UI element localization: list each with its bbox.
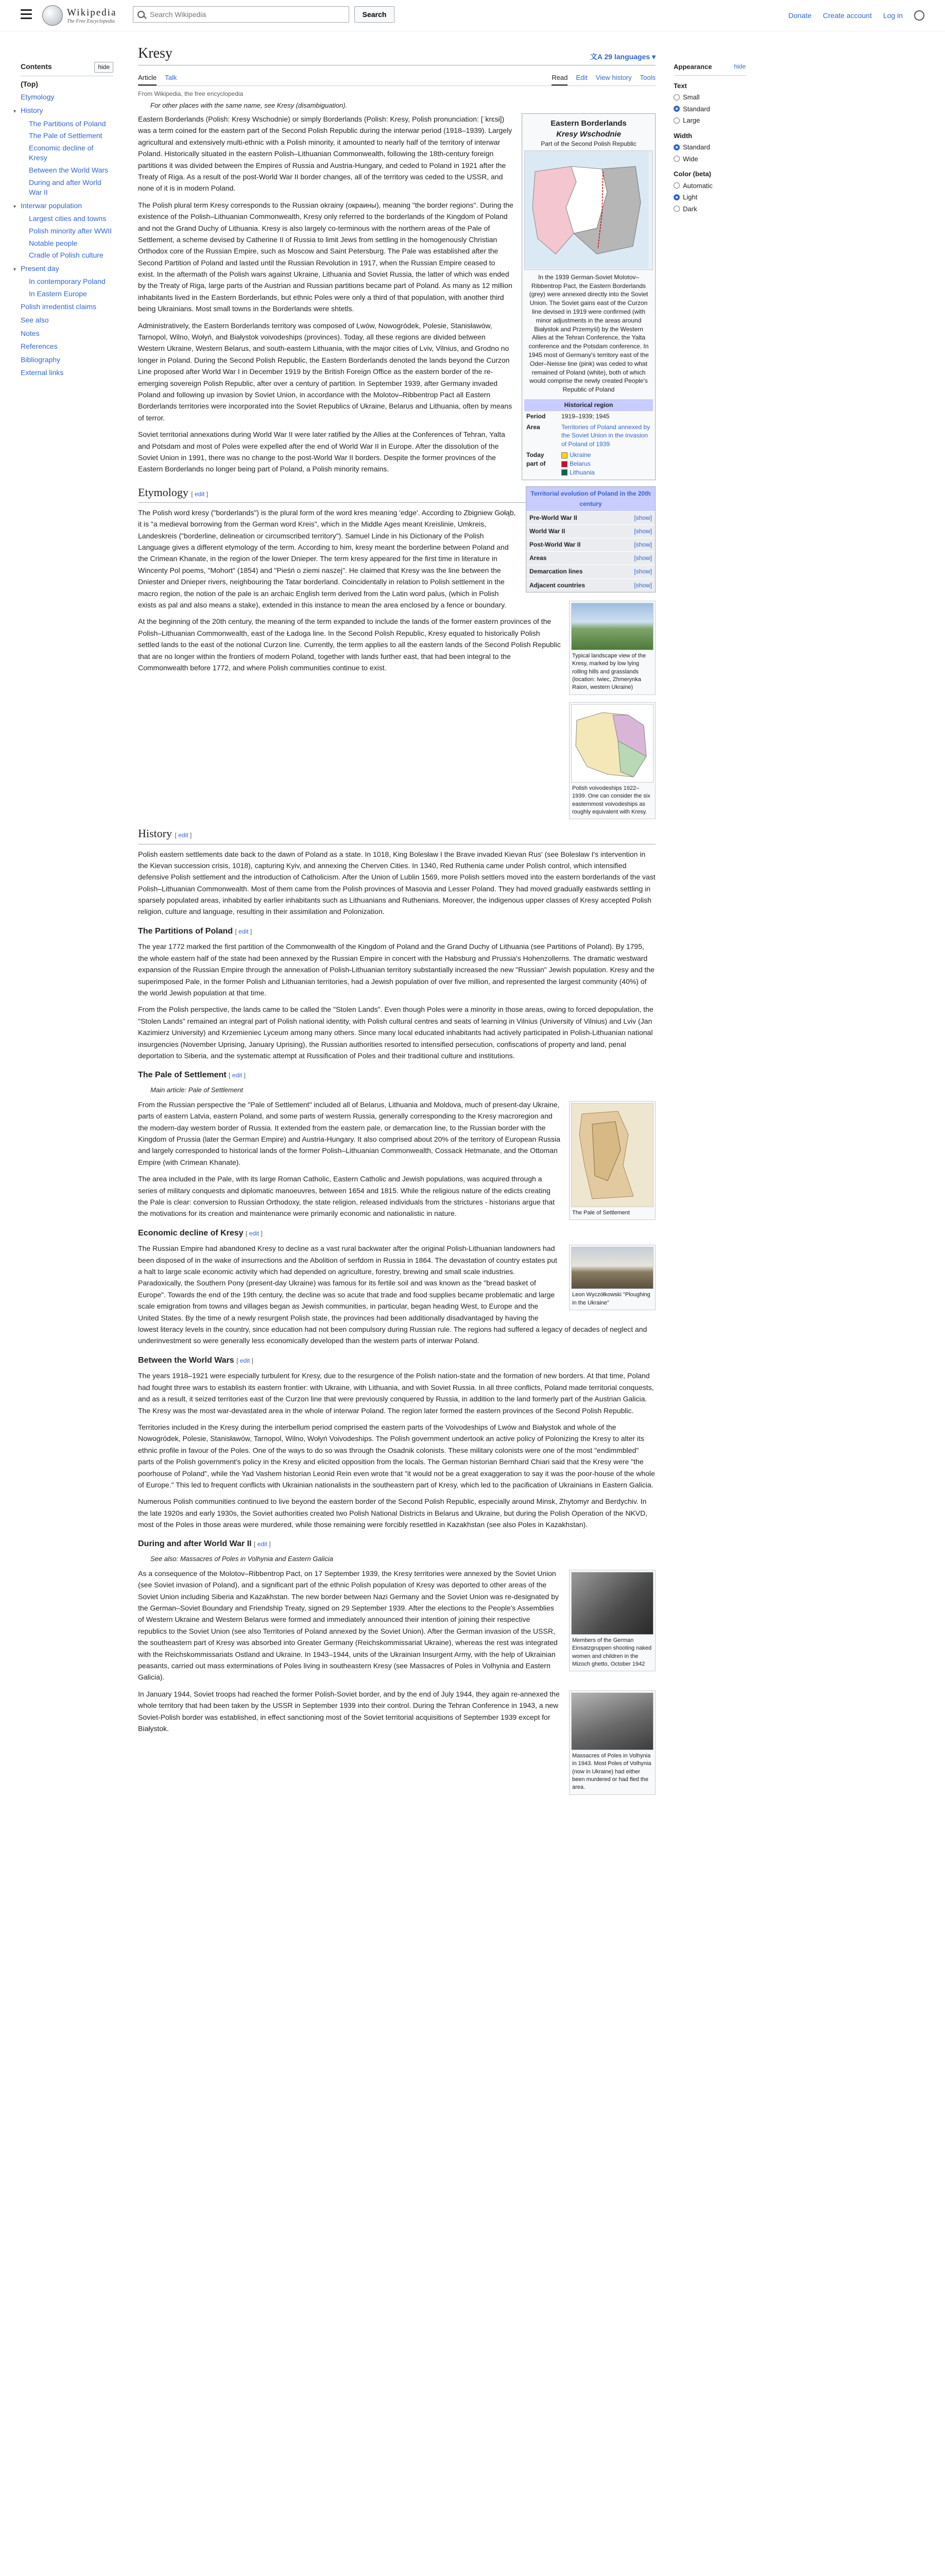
hatnote: For other places with the same name, see Kresy (disambiguation).: [150, 101, 348, 109]
toc-item-label: Present day: [21, 264, 59, 273]
search-box: [133, 6, 349, 23]
toc-item[interactable]: [13, 106, 113, 116]
toc-item[interactable]: [21, 342, 113, 352]
toc-item[interactable]: [21, 315, 113, 326]
navbox-show-toggle[interactable]: [show]: [634, 527, 652, 535]
edit-section-link[interactable]: edit: [238, 927, 249, 935]
edit-section-link[interactable]: edit: [194, 490, 205, 498]
main-menu-icon[interactable]: [21, 9, 32, 20]
toc-subitem[interactable]: In Eastern Europe: [29, 289, 87, 298]
text-size-option[interactable]: [674, 92, 746, 103]
text-size-option[interactable]: [674, 115, 746, 126]
einsatzgruppen-photo: [571, 1572, 654, 1635]
navbox-title[interactable]: Territorial evolution of Poland in the 20th century: [526, 487, 655, 511]
color-option[interactable]: [674, 192, 746, 202]
flag-icon: [561, 469, 568, 476]
site-header: [0, 0, 945, 31]
intro-paragraph-1: Eastern Borderlands (Polish: Kresy Wschodnie) or simply Borderlands (Polish: Kresy, Polish pronunciation: [ˈkrɛsɨ]) was a term coined for the eastern part of the Second Polish Republic during the interwar period (1918–1939). Largely agricultural and extensively multi-ethnic with a Polish minority, it amounted to nearly half of the territory of interwar Poland. Historically situated in the eastern Polish–Lithuanian Commonwealth, following the 18th-century foreign partitions it was divided between the Empires of Russia and Austria-Hungary, and ceded to Poland in 1921 after the Treaty of Riga. As a result of the post-World War II border changes, all of the territory was ceded to the USSR, and none of it is in modern Poland.: [138, 115, 512, 193]
area-label: Area: [526, 423, 540, 431]
pale-main-article[interactable]: Main article: Pale of Settlement: [150, 1086, 243, 1094]
navbox-show-toggle[interactable]: [show]: [634, 514, 652, 521]
partitions-paragraph-2: From the Polish perspective, the lands came to be called the "Stolen Lands". Even though Poles were a minority in those areas, owing to forced depopulation, the "Stolen Lands" remained an integral part of Polish national identity, with Polish cultural centres and seats of learning in Vilnius (University of Vilnius) and Lviv (Jan Kazimierz University) and Krzemieniec Lyceum among many others. Since many local educated inhabitants had actively participated in Polish-Lithuanian national insurgencies (November Uprising, January Uprising), the Russian authorities resorted to intensified persecution, confiscations of property and land, penal deportation to Siberia, and the systematic attempt at Russification of Poles and their traditional culture and institutions.: [138, 1005, 654, 1060]
navbox-row-label: World War II: [529, 527, 565, 535]
color-label: Color (beta): [674, 170, 711, 178]
navbox-row-label: Areas: [529, 554, 547, 562]
infobox-section-title: Historical region: [524, 399, 653, 411]
today-country[interactable]: [561, 451, 651, 460]
navbox-row[interactable]: [526, 524, 655, 538]
voivodeships-caption: Polish voivodeships 1922–1939. One can consider the six easternmost voivodeships as roughly equivalent with Kresy.: [572, 785, 650, 815]
navbox-show-toggle[interactable]: [show]: [634, 541, 652, 549]
search-button[interactable]: Search: [354, 6, 394, 23]
edit-section-link[interactable]: edit: [249, 1229, 259, 1237]
pale-map-image: [571, 1103, 654, 1207]
territorial-evolution-navbox: [526, 486, 656, 592]
table-of-contents: [13, 62, 113, 381]
toc-item-label: (Top): [21, 79, 38, 88]
toc-item[interactable]: [21, 368, 113, 378]
between-wars-heading: Between the World Wars [ edit ]: [138, 1355, 253, 1365]
navbox-show-toggle[interactable]: [show]: [634, 554, 652, 562]
toc-subitem[interactable]: Largest cities and towns: [29, 214, 107, 223]
toc-item-label: See also: [21, 316, 49, 325]
navbox-show-toggle[interactable]: [show]: [634, 568, 652, 575]
intro-paragraph-2: The Polish plural term Kresy corresponds to the Russian okrainy (окраины), meaning "the border regions". During the existence of the Polish–Lithuanian Commonwealth, Kresy only referred to the borderlands of the Kingdom of Poland and not the Grand Duchy of Lithuania. Kresy is also largely co-terminous with the northern areas of the Pale of Settlement, a scheme devised by Catherine II of Russia to limit Jews from settling in the homogenously Christian Orthodox core of the Russian Empire, such as Moscow and Saint Petersburg. The Pale was established after the Second Partition of Poland and lasted until the Russian Revolution in 1917, when the Russian Empire ceased to exist. In the aftermath of the Polish wars against Ukraine, Lithuania and Soviet Russia, the latter of which was ended by the Treaty of Riga, large parts of the Austrian and Russian partitions became part of Poland. As many as 12 million inhabitants lived in the Eastern Borderlands, but ethnic Poles were only a third of that population, with another third being Ukrainians. Most small towns in the Borderlands were shtetls.: [138, 200, 513, 313]
massacre-thumbnail[interactable]: [569, 1690, 656, 1795]
between-paragraph-2: Territories included in the Kresy during the interbellum period comprised the eastern parts of the Voivodeships of Lwów and Białystok and whole of the Nowogródek, Polesie, Stanisławów, Tarnopol, Wilno, Wołyń Voivodeships. The Polish government undertook an active policy of Polonizing the Kresy to alter its ethnic profile in favour of the Poles. One of the ways to do so was through the Osadnik colonists. These military colonists were one of the most "endimmbled" parts of the Polish government's policy in the Kresy and elicited opposition from the locals. The German historian Bernhard Chiari said that the Kresy were "the poorhouse of Poland", while the Yad Vashem historian Leonid Rein even wrote that "it would not be a great exaggeration to say it was the poor-house of the whole of Europe." This led to frequent conflicts with Ukrainian nationalists in the southeastern part of Kresy, which led to the pacification of Ukrainians in Eastern Galicia.: [138, 1422, 655, 1489]
width-radio[interactable]: [674, 156, 680, 162]
toc-item[interactable]: [21, 92, 113, 103]
width-label: Width: [674, 131, 692, 140]
landscape-caption: Typical landscape view of the Kresy, marked by low lying rolling hills and grasslands (location: Iwiec, Zhmerynka Raion, western Ukraine): [572, 652, 646, 691]
infobox-map-caption: In the 1939 German-Soviet Molotov–Ribbentrop Pact, the Eastern Borderlands (grey) were annexed directly into the Soviet Union. The Soviet gains east of the Curzon line devised in 1919 were confirmed (with minor adjustments in the areas around Białystok and Przemyśl) by the Western Allies at the Tehran Conference, the Yalta conference and the Potsdam conference. In 1945 most of Germany's territory east of the Oder–Neisse line (pink) was ceded to what remained of Poland (white), both of which would comprise the newly created People's Republic of Poland: [528, 273, 649, 394]
massacre-caption: Massacres of Poles in Volhynia in 1943. Most Poles of Volhynia (now in Ukraine) had either been murdered or had fled the area.: [572, 1752, 651, 1791]
toc-subitem[interactable]: Between the World Wars: [29, 165, 109, 174]
flag-icon: [561, 452, 568, 459]
toc-subitem[interactable]: The Pale of Settlement: [29, 131, 102, 140]
infobox: [522, 113, 656, 480]
area-value[interactable]: Territories of Poland annexed by the Soviet Union in the invasion of Poland of 1939: [561, 423, 650, 448]
ww2-paragraph-2: In January 1944, Soviet troops had reached the former Polish-Soviet border, and by the end of July 1944, they again re-annexed the whole territory that had been taken by the USSR in September 1939 into their control. During the Tehran Conference in 1943, a new Soviet-Polish border was established, in effect sanctioning most of the Soviet territorial acquisitions of September 1939 except for Białystok.: [138, 1689, 560, 1733]
toc-item[interactable]: [21, 355, 113, 365]
search-icon: [138, 11, 145, 18]
color-option-label: Automatic: [683, 181, 713, 190]
etymology-heading: Etymology [ edit ]: [138, 483, 656, 503]
toc-item-label: References: [21, 342, 58, 351]
navbox-row-label: Demarcation lines: [529, 568, 583, 575]
page-title: Kresy: [138, 45, 173, 61]
site-subtitle: From Wikipedia, the free encyclopedia: [138, 90, 244, 97]
language-button[interactable]: 文A 29 languages ▾: [590, 53, 656, 61]
period-value: 1919–1939; 1945: [561, 412, 610, 420]
partitions-paragraph-1: The year 1772 marked the first partition of the Commonwealth of the Kingdom of Poland and the Grand Duchy of Lithuania (see Partitions of Poland). By 1795, the whole eastern half of the state had been annexed by the Russian Empire in concert with the Habsburg and Prussia's Hohenzollerns. The dramatic westward expansion of the Russian Empire through the annexation of Polish-Lithuanian territory substantially increased the new "Russian" Jewish population. Kresy and the superimposed Pale, in the former Polish and Lithuanian territories, had a Jewish population of over five million, and represented the largest community (40%) of the world Jewish population at that time.: [138, 942, 655, 997]
color-option[interactable]: [674, 181, 746, 191]
navbox-row-label: Post-World War II: [529, 541, 581, 549]
article-body: [138, 113, 656, 1791]
wordmark-title: Wikipedia: [67, 7, 117, 18]
history-heading: History [ edit ]: [138, 824, 656, 844]
user-links: [788, 10, 924, 21]
navbox-row[interactable]: [526, 551, 655, 565]
tab-edit[interactable]: Edit: [576, 74, 588, 81]
toc-subitem[interactable]: Cradle of Polish culture: [29, 251, 104, 260]
pale-heading: The Pale of Settlement [ edit ]: [138, 1071, 246, 1080]
toc-item-label: Polish irredentist claims: [21, 302, 97, 311]
edit-section-link[interactable]: edit: [239, 1357, 250, 1364]
landscape-thumbnail[interactable]: [569, 601, 656, 695]
toc-subitem[interactable]: During and after World War II: [29, 178, 101, 197]
economic-paragraph: The Russian Empire had abandoned Kresy to decline as a vast rural backwater after the original Polish-Lithuanian landowners had been disposed of in the wake of insurrections and the Abolition of serfdom in Russia in 1864. The devastation of country estates put a halt to large scale economic activity which had depended on agriculture, forestry, brewing and small scale industries. Paradoxically, the Southern Pony (present-day Ukraine) was famous for its fertile soil and was known as the "bread basket of Europe". Towards the end of the 19th century, the decline was so acute that trade and food supplies became problematic and large scale emigration from towns and villages began as Jewish communities, in particular, began heading West, to Europe and the United States. By the time of a newly resurgent Polish state, the provinces had been additionally disadvantaged by having the lowest literacy levels in the country, since education had not been compulsory during Russian rule. The regions had suffered a legacy of decades of neglect and underinvestment so were generally less economically developed than the western parts of interwar Poland.: [138, 1244, 647, 1345]
landscape-image: [571, 603, 654, 650]
chevron-down-icon[interactable]: ▾: [13, 266, 16, 273]
tab-talk[interactable]: Talk: [165, 74, 177, 81]
text-size-option-label: Small: [683, 93, 700, 101]
toc-item[interactable]: [21, 302, 113, 312]
create-account-link[interactable]: Create account: [822, 11, 872, 20]
tab-read[interactable]: Read: [552, 71, 568, 86]
page-tabs: [138, 71, 656, 86]
ww2-paragraph-1: As a consequence of the Molotov–Ribbentrop Pact, on 17 September 1939, the Kresy territories were annexed by the Soviet Union (see Soviet invasion of Poland), and a significant part of the ethnic Polish population of Kresy was deported to other areas of the Soviet Union including Siberia and Kazakhstan. The new border between Nazi Germany and the Soviet Union was re-designated by the German–Soviet Boundary and Friendship Treaty, signed on 29 September 1939. After the elections to the People's Assemblies of Western Ukraine and Western Belarus were formed and immediately announced their intention of joining their respective republics to the Soviet Union (see also Territories of Poland annexed by the Soviet Union). After the German invasion of the USSR, the southeastern part of Kresy was absorbed into Greater Germany (Reichskommissariat Ukraine), whereas the rest was integrated with the Reichskommissariats Ostland and Ukraine. In 1943–1944, units of the Ukrainian Insurgent Army, with the help of Ukrainian peasants, carried out mass exterminations of Poles living in southeastern Kresy (see Massacres of Poles in Volhynia and Eastern Galicia).: [138, 1569, 559, 1682]
toc-subitem[interactable]: Polish minority after WWII: [29, 226, 112, 235]
donate-link[interactable]: Donate: [788, 11, 812, 20]
toc-subitem[interactable]: Economic decline of Kresy: [29, 143, 94, 162]
navbox-row[interactable]: [526, 511, 655, 524]
etymology-paragraph-2: At the beginning of the 20th century, the meaning of the term expanded to include the lands of the former eastern provinces of the Polish–Lithuanian Commonwealth, east of the Ładoga line. In the Second Polish Republic, Kresy equated to historically Polish settled lands to the east of the notional Curzon line. Currently, the term applies to all the eastern lands of the Second Polish Republic that are no longer within the frontiers of modern Poland, together with lands further east, that had been integral to the Commonwealth before 1772, and where Polish communities continue to exist.: [138, 617, 561, 672]
toc-item-label: External links: [21, 368, 64, 377]
text-size-option-label: Large: [683, 116, 700, 124]
toc-item-label: Etymology: [21, 93, 55, 101]
main-content: [138, 45, 656, 1800]
text-size-option[interactable]: [674, 104, 746, 114]
ww2-see-also[interactable]: See also: Massacres of Poles in Volhynia and Eastern Galicia: [150, 1555, 334, 1563]
appearance-title: Appearance: [674, 63, 712, 71]
tab-view-history[interactable]: View history: [595, 74, 632, 81]
country-name: Ukraine: [570, 451, 591, 459]
flag-icon: [561, 461, 568, 467]
country-name: Belarus: [570, 460, 591, 467]
painting-caption: Leon Wyczółkowski "Ploughing in the Ukraine": [572, 1292, 650, 1306]
toc-item[interactable]: [21, 79, 113, 90]
tab-tools[interactable]: Tools: [640, 74, 656, 81]
toc-hide-button[interactable]: hide: [94, 62, 113, 73]
pale-paragraph-2: The area included in the Pale, with its large Roman Catholic, Eastern Catholic and Jewish populations, was acquired through a series of military conquests and diplomatic manoeuvres, between 1654 and 1815. While the religious nature of the edicts creating the Pale is clear: conversion to Russian Orthodoxy, the state religion, released individuals from the strictures - historians argue that the motivations for its creation and maintenance were primarily economic and nationalistic in nature.: [138, 1175, 555, 1218]
ww2-heading: During and after World War II [ edit ]: [138, 1539, 271, 1549]
borderlands-map-image: [525, 151, 648, 268]
chevron-down-icon[interactable]: ▾: [13, 204, 16, 210]
appearance-panel: [674, 62, 746, 215]
language-icon: 文A: [590, 53, 605, 61]
toc-title: Contents: [21, 62, 52, 71]
edit-section-link[interactable]: edit: [257, 1540, 267, 1548]
pale-paragraph-1: From the Russian perspective the "Pale of Settlement" included all of Belarus, Lithuania and Moldova, much of present-day Ukraine, parts of eastern Latvia, eastern Poland, and some parts of western Russia, generally corresponding to the Kresy macroregion and the modern-day western border of Russia. It extended from the eastern pale, or demarcation line, to the Russian border with the Kingdom of Prussia (later the German Empire) and Austria-Hungary. It also comprised about 20% of the territory of European Russia and largely corresponded to historical lands of the former Polish–Lithuanian Commonwealth, Cossack Hetmanate, and the Ottoman Empire (with Crimean Khanate).: [138, 1100, 560, 1166]
chevron-down-icon[interactable]: ▾: [13, 108, 16, 114]
width-option-label: Standard: [683, 143, 710, 151]
width-option[interactable]: [674, 154, 746, 164]
period-label: Period: [526, 412, 546, 420]
history-paragraph: Polish eastern settlements date back to the dawn of Poland as a state. In 1018, King Bolesław I the Brave invaded Kievan Rus' (see Bolesław I's intervention in the Kievan succession crisis, 1018), capturing Kyiv, and annexing the Cherven Cities. In 1340, Red Ruthenia came under Polish control, which intensified defensive Polish settlement and the introduction of Catholicism. After the Union of Lublin 1569, more Polish settlers moved into the eastern borderlands of the vast Polish–Lithuanian Commonwealth. Most of them came from the Polish provinces of Masovia and Lesser Poland. They had moved gradually eastwards settling in sparsely populated areas, inhabited by earlier inhabitants such as Lithuanians and Ruthenians. Moreover, the indigenous upper classes of Kresy accepted Polish religion, culture and language, resulting in their assimilation and Polonization.: [138, 850, 656, 916]
tab-article[interactable]: Article: [138, 71, 157, 86]
color-radio[interactable]: [674, 206, 680, 212]
text-size-option-label: Standard: [683, 105, 710, 113]
width-option[interactable]: [674, 142, 746, 152]
text-size-radio[interactable]: [674, 106, 680, 112]
wikipedia-logo[interactable]: [42, 5, 116, 26]
color-radio[interactable]: [674, 194, 680, 200]
infobox-title: Eastern Borderlands: [551, 119, 627, 128]
infobox-table: [524, 411, 653, 478]
text-size-label: Text: [674, 81, 687, 90]
today-label: Today part of: [526, 451, 546, 467]
toc-item[interactable]: [13, 201, 113, 211]
infobox-map[interactable]: [524, 150, 653, 270]
massacre-photo: [571, 1692, 654, 1750]
log-in-link[interactable]: Log in: [883, 11, 903, 20]
between-paragraph-3: Numerous Polish communities continued to live beyond the eastern border of the Second Polish Republic, especially around Minsk, Zhytomyr and Berdychiv. In the late 1920s and early 1930s, the Soviet authorities created two Polish National Districts in Belarus and Ukraine, but during the Polish Operation of the NKVD, most of the Poles in those areas were murdered, while those remaining were forcibly resettled in Kazakhstan (see also Poles in Kazakhstan).: [138, 1497, 648, 1529]
toc-subitem[interactable]: The Partitions of Poland: [29, 119, 106, 128]
user-menu-icon[interactable]: [914, 10, 924, 21]
text-size-radio[interactable]: [674, 94, 680, 100]
toc-item-label: Bibliography: [21, 355, 61, 364]
between-paragraph-1: The years 1918–1921 were especially turbulent for Kresy, due to the resurgence of the Polish nation-state and the formation of new borders. At that time, Poland had fought three wars to establish its eastern frontier: with Ukraine, with Lithuania, and with Soviet Russia. In all three conflicts, Poland made territorial conquests, and as a result, it seized territories east of the Curzon line that were previously conquered by Russia, in addition to the land formerly part of the Austrian Galicia. The Kresy was the most war-devastated area in the whole of interwar Poland. The region later formed the eastern provinces of the Second Polish Republic.: [138, 1371, 654, 1415]
navbox-row-label: Pre-World War II: [529, 514, 577, 521]
color-option[interactable]: [674, 204, 746, 214]
today-country[interactable]: [561, 460, 651, 468]
color-option-label: Dark: [683, 205, 697, 213]
width-option-label: Wide: [683, 155, 698, 163]
partitions-heading: The Partitions of Poland [ edit ]: [138, 926, 252, 936]
navbox-row[interactable]: [526, 579, 655, 592]
toc-item-label: Interwar population: [21, 201, 82, 210]
painting-thumbnail[interactable]: [569, 1245, 656, 1310]
infobox-part-of: Part of the Second Polish Republic: [541, 140, 637, 147]
pale-thumbnail[interactable]: [569, 1101, 656, 1220]
einsatzgruppen-caption: Members of the German Einsatzgruppen shooting naked women and children in the Mizoch ghetto, October 1942: [572, 1637, 652, 1668]
text-size-radio[interactable]: [674, 117, 680, 124]
toc-subitem[interactable]: Notable people: [29, 239, 78, 247]
navbox-row-label: Adjacent countries: [529, 581, 586, 589]
wikipedia-globe-icon: [42, 5, 63, 26]
pale-caption: The Pale of Settlement: [572, 1209, 630, 1216]
toc-item-label: History: [21, 106, 43, 114]
navbox-row[interactable]: [526, 565, 655, 578]
toc-item[interactable]: [13, 264, 113, 274]
toc-subitem[interactable]: In contemporary Poland: [29, 277, 106, 286]
navbox-show-toggle[interactable]: [show]: [634, 581, 652, 589]
voivodeships-thumbnail[interactable]: [569, 702, 656, 820]
color-option-label: Light: [683, 193, 698, 201]
intro-paragraph-3: Administratively, the Eastern Borderlands territory was composed of Lwów, Nowogródek, Polesie, Stanisławów, Tarnopol, Wilno, Wołyń, and Białystok voivodeships (provinces). Today, all these regions are divided between Western Ukraine, Western Belarus, and south-eastern Lithuania, with the major cities of Lviv, Vilnius, and Grodno no longer in Poland. During the Second Polish Republic, the Eastern Borderlands denoted the lands beyond the Curzon Line proposed after World War I in December 1919 by the British Foreign Office as the eastern border of the re-emerging sovereign Polish Republic, after over a century of partition. In September 1939, after Germany invaded Poland and following up invasion by Soviet Union, in accordance with the Molotov–Ribbentrop Pact all Eastern Borderlands territories were incorporated into the Soviet Republics of Ukraine, Belarus and Lithuania, often by means of terror.: [138, 321, 512, 422]
toc-item[interactable]: [21, 329, 113, 339]
navbox-row[interactable]: [526, 538, 655, 551]
width-radio[interactable]: [674, 144, 680, 150]
country-name: Lithuania: [570, 468, 595, 476]
edit-section-link[interactable]: edit: [232, 1072, 243, 1079]
economic-heading: Economic decline of Kresy [ edit ]: [138, 1228, 263, 1238]
search-input[interactable]: [149, 7, 347, 22]
color-radio[interactable]: [674, 182, 680, 189]
wordmark-tagline: The Free Encyclopedia: [67, 18, 115, 24]
etymology-paragraph-1: The Polish word kresy ("borderlands") is the plural form of the word kres meaning 'edge'. According to Zbigniew Gołąb, it is "a medieval borrowing from the German word Kreis", which in the Middle Ages meant Kreislinie, Umkreis, Landeskreis ("borderline, delineation or circumscribed territory"). Samuel Linde in his Dictionary of the Polish Language gives a different etymology of the term. According to him, kresy meant the borderline between Poland and the Crimean Khanate, in the region of the lower Dnieper. The term kresy appeared for the first time in literature in Wincenty Pol poems, "Mohort" (1854) and "Pieśń o ziemi naszej". He claimed that Kresy was the line between the Dniester and Dnieper rivers, neighbouring the Tatar borderland. Coincidentally in relation to Polish settlement in the macro region, the notion of the pale is an archaic English term derived from the Latin word palus, (which in Polish exists as pal and also means a stake), extended in this instance to mean the area enclosed by a fence or boundary.: [138, 508, 516, 609]
today-list: [559, 450, 653, 478]
infobox-subtitle: Kresy Wschodnie: [556, 130, 621, 139]
edit-section-link[interactable]: edit: [178, 832, 188, 839]
voivodeships-map-image: [571, 704, 654, 783]
intro-paragraph-4: Soviet territorial annexations during World War II were later ratified by the Allies at the Conferences of Tehran, Yalta and Potsdam and most of Poles were expelled after the end of World War II in Europe. After the dissolution of the Soviet Union in 1991, there was no change to the post-World War II borders. Despite the former provinces of the Eastern Borderlands no longer being part of Poland, a Polish minority remains.: [138, 430, 505, 473]
ploughing-painting-image: [571, 1247, 654, 1289]
today-country[interactable]: [561, 468, 651, 477]
language-count: 29 languages: [604, 53, 650, 61]
einsatzgruppen-thumbnail[interactable]: [569, 1570, 656, 1672]
toc-item-label: Notes: [21, 329, 40, 337]
appearance-hide-button[interactable]: hide: [734, 63, 746, 70]
